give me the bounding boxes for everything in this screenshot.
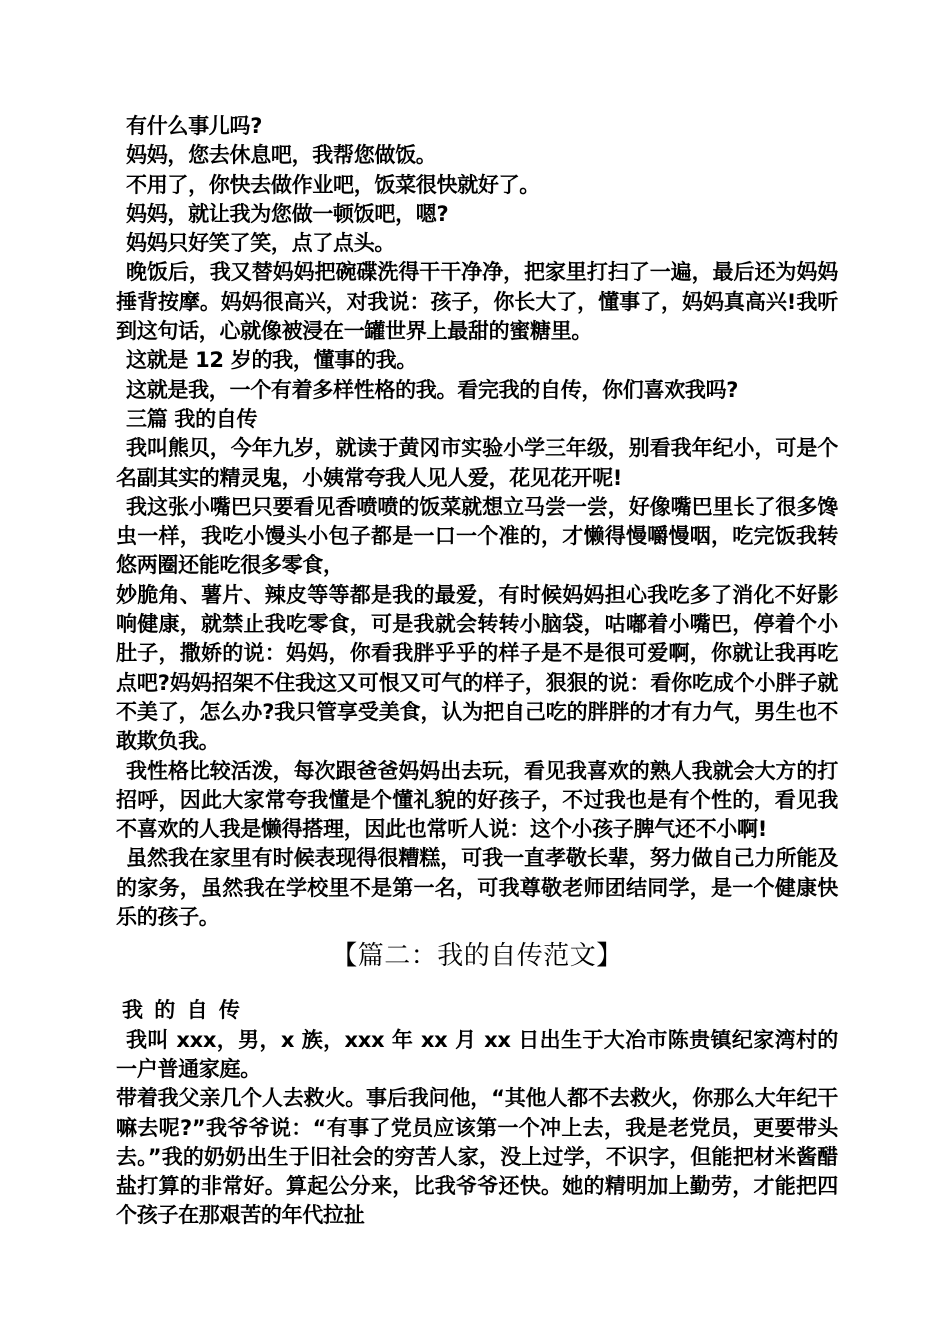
paragraph: 妈妈，您去休息吧，我帮您做饭。	[126, 143, 437, 168]
paragraph: 我叫 xxx，男，x 族，xxx 年 xx 月 xx 日出生于大冶市陈贵镇纪家湾村的一户普通家庭。	[116, 1027, 838, 1081]
paragraph: 虽然我在家里有时候表现得很糟糕，可我一直孝敬长辈，努力做自己力所能及的家务，虽然我在学校里不是第一名，可我尊敬老师团结同学，是一个健康快乐的孩子。	[116, 846, 838, 930]
subtitle: 我 的 自 传	[122, 998, 240, 1023]
paragraph: 妈妈，就让我为您做一顿饭吧，嗯?	[126, 201, 449, 226]
document-page	[116, 112, 838, 1231]
paragraph: 带着我父亲几个人去救火。事后我问他，“其他人都不去救火，你那么大年纪干嘛去呢?”我爷爷说：“有事了党员应该第一个冲上去，我是老党员，更要带头去。”我的奶奶出生于旧社会的穷苦人家，没上过学，不识字，但能把材米酱醋盐打算的非常好。算起公分来，比我爷爷还快。她的精明加上勤劳，才能把四个孩子在那艰苦的年代拉扯	[116, 1086, 838, 1228]
paragraph: 我性格比较活泼，每次跟爸爸妈妈出去玩，看见我喜欢的熟人我就会大方的打招呼，因此大家常夸我懂是个懂礼貌的好孩子，不过我也是有个性的，看见我不喜欢的人我是懒得搭理，因此也常听人说：这个小孩子脾气还不小啊!	[116, 758, 838, 842]
paragraph: 不用了，你快去做作业吧，饭菜很快就好了。	[126, 172, 540, 197]
spacer	[116, 982, 838, 996]
section-heading: 【篇二：我的自传范文】	[331, 941, 623, 972]
paragraph: 有什么事儿吗?	[126, 114, 263, 138]
article-title: 三篇 我的自传	[126, 406, 258, 431]
paragraph: 晚饭后，我又替妈妈把碗碟洗得干干净净，把家里打扫了一遍，最后还为妈妈捶背按摩。妈妈很高兴，对我说：孩子，你长大了，懂事了，妈妈真高兴!我听到这句话，心就像被浸在一罐世界上最甜的蜜糖里。	[116, 260, 838, 344]
paragraph: 这就是 12 岁的我，懂事的我。	[126, 348, 418, 373]
paragraph: 妈妈只好笑了笑，点了点头。	[126, 231, 396, 256]
paragraph: 我这张小嘴巴只要看见香喷喷的饭菜就想立马尝一尝，好像嘴巴里长了很多馋虫一样，我吃小馒头小包子都是一口一个准的，才懒得慢嚼慢咽，吃完饭我转悠两圈还能吃很多零食，	[116, 494, 838, 578]
paragraph: 我叫熊贝，今年九岁，就读于黄冈市实验小学三年级，别看我年纪小，可是个名副其实的精灵鬼，小姨常夸我人见人爱，花见花开呢!	[116, 436, 838, 490]
paragraph: 妙脆角、薯片、辣皮等等都是我的最爱，有时候妈妈担心我吃多了消化不好影响健康，就禁止我吃零食，可是我就会转转小脑袋，咕嘟着小嘴巴，停着个小肚子，撒娇的说：妈妈，你看我胖乎乎的样子是不是很可爱啊，你就让我再吃点吧?妈妈招架不住我这又可恨又可气的样子，狠狠的说：看你吃成个小胖子就不美了，怎么办?我只管享受美食，认为把自己吃的胖胖的才有力气，男生也不敢欺负我。	[116, 582, 838, 754]
paragraph: 这就是我，一个有着多样性格的我。看完我的自传，你们喜欢我吗?	[126, 377, 739, 402]
